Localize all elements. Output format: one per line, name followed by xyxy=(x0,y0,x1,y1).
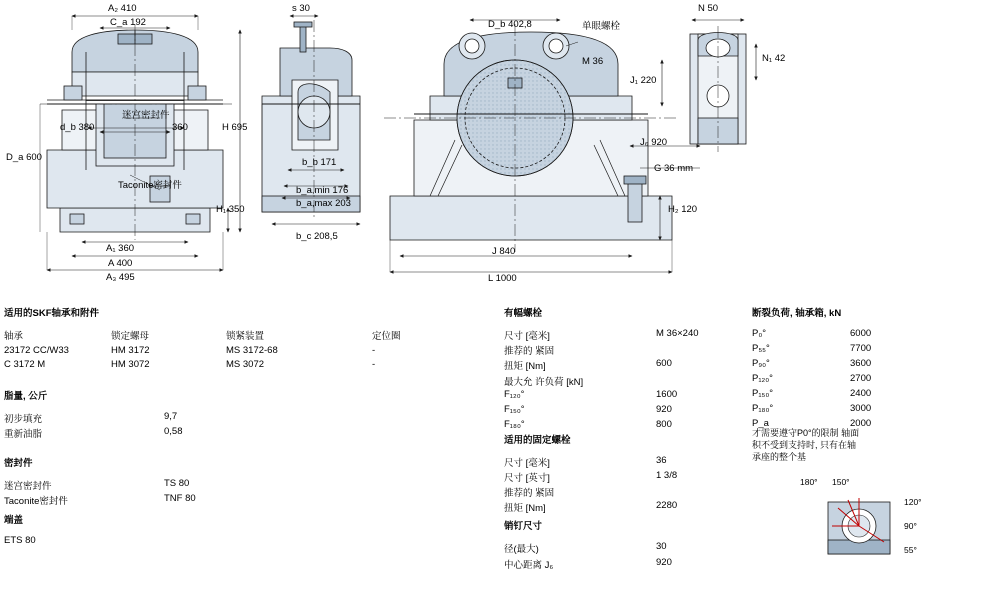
loads-r1-label: P₅₅° xyxy=(752,343,770,354)
dim-N1: N₁ 42 xyxy=(762,53,786,64)
angle-diagram xyxy=(800,477,940,570)
capbolts-r1-label: 推荐的 紧固 xyxy=(504,346,555,357)
bearings-table xyxy=(4,305,474,374)
angle-label-55: 55° xyxy=(904,545,917,555)
capbolts-r6-label: F₁₈₀° xyxy=(504,419,525,430)
dim-J6: J₆ 920 xyxy=(640,137,668,148)
loads-r4-label: P₁₅₀° xyxy=(752,388,774,399)
attachbolts-r0-label: 尺寸 [毫米] xyxy=(504,458,550,469)
loads-r6-label: P_a xyxy=(752,418,769,429)
capbolts-r6-value: 800 xyxy=(656,419,672,430)
dim-A2: A₂ 410 xyxy=(108,3,137,14)
bearings-r1c2: MS 3072 xyxy=(226,359,265,370)
loads-r2-value: 3600 xyxy=(850,358,872,369)
dowel-r0-label: 径(最大) xyxy=(504,544,539,555)
grease-r1-value: 0,58 xyxy=(164,426,183,437)
loads-title: 断裂负荷, 轴承箱, kN xyxy=(752,308,842,319)
loads-table xyxy=(752,305,992,462)
loads-r1-value: 7700 xyxy=(850,343,872,354)
callout-labyrinth-seal: 迷宫密封件 xyxy=(122,110,170,121)
attachbolts-title: 适用的固定螺栓 xyxy=(504,435,571,446)
dim-bb: b_b 171 xyxy=(302,157,337,168)
bearings-r1c1: HM 3072 xyxy=(111,359,150,370)
dim-s: s 30 xyxy=(292,3,310,14)
dim-G: G 36 mm xyxy=(654,163,694,174)
grease-table xyxy=(4,388,304,445)
angle-label-120: 120° xyxy=(904,497,922,507)
dim-J: J 840 xyxy=(492,246,516,257)
capbolts-r5-value: 920 xyxy=(656,404,672,415)
dim-A: A 400 xyxy=(108,258,133,269)
dim-A3: A₃ 495 xyxy=(106,272,135,283)
dim-ba-max: b_a,max 203 xyxy=(296,198,351,209)
dim-J1: J₁ 220 xyxy=(630,75,657,86)
attachbolts-r2-label: 推荐的 紧固 xyxy=(504,488,555,499)
seals-r1-label: Taconite密封件 xyxy=(4,496,68,507)
dim-H2: H₂ 120 xyxy=(668,204,698,215)
dim-Db: D_b 402,8 xyxy=(488,19,532,30)
loads-r5-label: P₁₈₀° xyxy=(752,403,774,414)
dim-Ca: C_a 192 xyxy=(110,17,146,28)
dim-Da: D_a 600 xyxy=(6,152,42,163)
loads-r3-value: 2700 xyxy=(850,373,872,384)
bearings-r1c3: - xyxy=(372,359,376,370)
bearings-r0c3: - xyxy=(372,345,376,356)
dim-ba-min: b_a,min 176 xyxy=(296,185,349,196)
loads-r0-value: 6000 xyxy=(850,328,872,339)
loads-r3-label: P₁₂₀° xyxy=(752,373,773,384)
dim-L: L 1000 xyxy=(488,273,517,284)
capbolts-r2-label: 扭矩 [Nm] xyxy=(504,361,546,372)
dim-db: d_b 380 xyxy=(60,122,95,133)
grease-r1-label: 重新油脂 xyxy=(4,429,43,440)
grease-r0-value: 9,7 xyxy=(164,411,178,422)
dim-H1: H₁ 350 xyxy=(216,204,245,215)
callout-eye-bolt: 单眼螺栓 xyxy=(582,21,621,32)
dim-A1: A₁ 360 xyxy=(106,243,135,254)
capbolts-r2-value: 600 xyxy=(656,358,672,369)
grease-r0-label: 初步填充 xyxy=(4,414,43,425)
loads-r6-value: 2000 xyxy=(850,418,872,429)
capbolts-r0-label: 尺寸 [毫米] xyxy=(504,331,550,342)
capbolts-table xyxy=(504,305,754,440)
endcover-r0-label: ETS 80 xyxy=(4,535,36,546)
callout-taconite-seal: Taconite密封件 xyxy=(118,180,182,191)
seals-r0-label: 迷宫密封件 xyxy=(4,481,52,492)
attachbolts-r3-label: 扭矩 [Nm] xyxy=(504,503,546,514)
angle-diagram-svg xyxy=(810,477,940,570)
bearings-header-0: 轴承 xyxy=(4,331,24,342)
seals-title: 密封件 xyxy=(4,458,33,469)
bearings-r1c0: C 3172 M xyxy=(4,359,46,370)
bearings-title: 适用的SKF轴承和附件 xyxy=(4,308,100,319)
seals-table xyxy=(4,455,304,512)
seals-r1-value: TNF 80 xyxy=(164,493,196,504)
dim-360: 360 xyxy=(172,122,188,133)
attachbolts-table xyxy=(504,432,754,525)
attachbolts-r3-value: 2280 xyxy=(656,500,678,511)
endcover-table xyxy=(4,512,304,553)
grease-title: 脂量, 公斤 xyxy=(4,391,48,402)
dowel-table xyxy=(504,518,754,577)
loads-r5-value: 3000 xyxy=(850,403,872,414)
angle-label-150: 150° xyxy=(832,477,850,487)
loads-r2-label: P₉₀° xyxy=(752,358,770,369)
dowel-r1-value: 920 xyxy=(656,557,672,568)
dim-H: H 695 xyxy=(222,122,248,133)
dim-bc: b_c 208,5 xyxy=(296,231,338,242)
bearings-r0c2: MS 3172-68 xyxy=(226,345,278,356)
bearings-header-1: 锁定螺母 xyxy=(111,331,150,342)
bearings-header-3: 定位圈 xyxy=(372,331,401,342)
angle-label-180: 180° xyxy=(800,477,818,487)
bearings-r0c0: 23172 CC/W33 xyxy=(4,345,69,356)
loads-r0-label: P₀° xyxy=(752,328,767,339)
capbolts-r0-value: M 36×240 xyxy=(656,328,699,339)
dowel-r1-label: 中心距离 J₆ xyxy=(504,560,554,571)
bearings-r0c1: HM 3172 xyxy=(111,345,150,356)
capbolts-r3-label: 最大允 许负荷 [kN] xyxy=(504,377,584,388)
angle-label-90: 90° xyxy=(904,521,917,531)
attachbolts-r0-value: 36 xyxy=(656,455,667,466)
capbolts-r5-label: F₁₅₀° xyxy=(504,404,525,415)
dowel-r0-value: 30 xyxy=(656,541,667,552)
callout-eye-bolt-size: M 36 xyxy=(582,56,604,67)
capbolts-r4-label: F₁₂₀° xyxy=(504,389,525,400)
dowel-title: 销钉尺寸 xyxy=(504,521,543,532)
dim-N: N 50 xyxy=(698,3,719,14)
loads-note: 才需要遵守P0°的限制 轴面积不受到支持时, 只有在轴承座的整个基 xyxy=(752,428,860,462)
attachbolts-r1-label: 尺寸 [英寸] xyxy=(504,473,550,484)
loads-r4-value: 2400 xyxy=(850,388,872,399)
seals-r0-value: TS 80 xyxy=(164,478,190,489)
capbolts-title: 有幅螺栓 xyxy=(504,308,543,319)
bearings-header-2: 锁紧装置 xyxy=(226,331,265,342)
endcover-title: 端盖 xyxy=(4,515,24,526)
capbolts-r4-value: 1600 xyxy=(656,389,678,400)
attachbolts-r1-value: 1 3/8 xyxy=(656,470,678,481)
